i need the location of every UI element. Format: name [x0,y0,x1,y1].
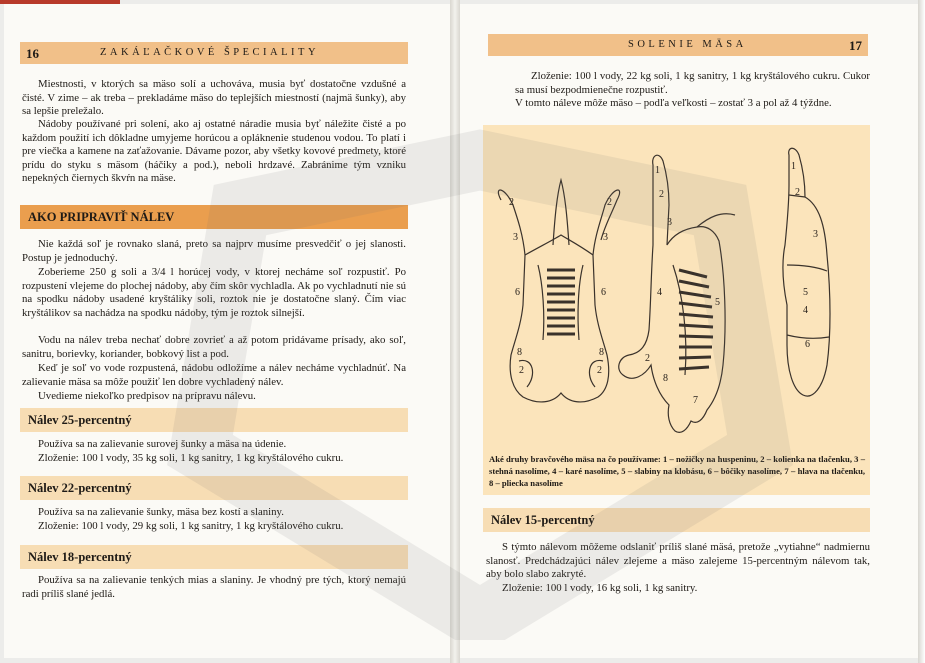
figure-label: 3 [513,232,518,243]
brine-composition: Zloženie: 100 l vody, 35 kg soli, 1 kg sanitry, 1 kg kryštálového cukru. [38,452,344,464]
page-number: 16 [26,46,39,61]
right-running-header [488,34,868,56]
figure-label: 8 [517,347,522,358]
figure-label: 8 [663,373,668,384]
brine-composition: Zloženie: 100 l vody, 16 kg soli, 1 kg sanitry. [502,582,698,594]
figure-label: 2 [659,189,664,200]
brine-heading: Nálev 15-percentný [483,508,870,532]
brine-heading: Nálev 22-percentný [20,476,408,500]
book-gutter [450,0,460,663]
figure-label: 7 [693,395,698,406]
page-edge [918,0,925,663]
figure-label: 6 [515,287,520,298]
figure-label: 5 [715,297,720,308]
figure-label: 4 [803,305,808,316]
page-number: 17 [849,38,862,53]
pork-cuts-illustration [483,125,870,445]
pork-cuts-figure [483,125,870,495]
carcass-outline-drawing [783,148,830,396]
figure-label: 2 [509,197,514,208]
brine-composition: Zloženie: 100 l vody, 29 kg soli, 1 kg sanitry, 1 kg kryštálového cukru. [38,520,344,532]
section-paragraph: Vodu na nálev treba nechať dobre zovrieť a až potom pridávame prísady, ako soľ, sanitru, borievky, koriander, bobkový list a pod. [22,334,406,360]
section-paragraph: Keď je soľ vo vode rozpustená, nádobu odložíme a nálev necháme vychladnúť. Na zalievanie mäsa sa môže použiť len dobre vychladený nálev. [22,362,406,388]
section-heading: AKO PRIPRAVIŤ NÁLEV [20,205,408,229]
figure-label: 1 [791,161,796,172]
figure-label: 2 [607,197,612,208]
figure-label: 6 [601,287,606,298]
right-page [460,4,918,658]
brine-heading: Nálev 18-percentný [20,545,408,569]
figure-label: 1 [655,165,660,176]
running-title: ZAKÁĽAČKOVÉ ŠPECIALITY [100,47,320,58]
brine-usage: Používa sa na zalievanie šunky, mäsa bez kostí a slaniny. [38,506,284,518]
figure-label: 8 [599,347,604,358]
carcass-half-drawing [619,155,735,432]
intro-paragraph: Miestnosti, v ktorých sa mäso solí a uchováva, musia byť dostatočne vzdušné a čisté. V zime – ak treba – prekladáme mäso do teplejších miestností (najmä šunky), aby sa lepšie preležalo. [22,78,406,118]
composition-paragraph: Zloženie: 100 l vody, 22 kg soli, 1 kg sanitry, 1 kg kryštálového cukru. Cukor sa musí bezpodmienečne rozpustiť. [515,70,870,96]
figure-label: 4 [657,287,662,298]
figure-label: 3 [813,229,818,240]
figure-label: 3 [667,217,672,228]
figure-label: 3 [603,232,608,243]
figure-label: 2 [795,187,800,198]
left-running-header [20,42,408,64]
brine-usage: Používa sa na zalievanie surovej šunky a mäsa na údenie. [38,438,287,450]
figure-label: 2 [519,365,524,376]
duration-paragraph: V tomto náleve môže mäso – podľa veľkosti – zostať 3 a pol až 4 týždne. [515,97,832,109]
intro-paragraph: Nádoby používané pri solení, ako aj ostatné náradie musia byť náležite čisté a po každom použití ich dôkladne umyjeme horúcou a opláknenie studenou vodou. To platí i pre viečka a kamene na zaťažovanie. Dávame pozor, aby všetky kovové predmety, ktoré prídu do styku s mäsom (háčiky a pod.), neboli hrdzavé. Zabránime tým vzniku nepekných čiernych škvŕn na mäse. [22,118,406,185]
left-page [4,4,450,658]
brine-heading: Nálev 25-percentný [20,408,408,432]
section-paragraph: Uvedieme niekoľko predpisov na prípravu nálevu. [38,390,256,402]
running-title: SOLENIE MÄSA [628,39,747,50]
figure-caption: Aké druhy bravčového mäsa na čo používame: 1 – nožičky na huspeninu, 2 – kolienka na tlačenku, 3 – stehná nasolíme, 4 – karé nasolíme, 5 – slabiny na klobásu, 6 – bôčiky nasolíme, 7 – hlava na tlačenku, 8 – pliecka nasolíme [489,454,865,488]
figure-label: 2 [597,365,602,376]
section-paragraph: Zoberieme 250 g soli a 3/4 l horúcej vody, v ktorej necháme soľ rozpustiť. Po rozpustení vlejeme do plochej nádoby, aby čím skôr vychladla. Ak po vychladnutí nie sú na spodku nádoby usadené kryštáliky soli, roztok nie je dostatočne slaný. Čím viac kryštálikov sa nachádza na spodku nádoby, tým je roztok silnejší. [22,266,406,319]
brine-usage: Používa sa na zalievanie tenkých mias a slaniny. Je vhodný pre tých, ktorý nemajú radi príliš slané jedlá. [22,574,406,600]
section-paragraph: Nie každá soľ je rovnako slaná, preto sa najprv musíme presvedčiť o jej slanosti. Postup je jednoduchý. [22,238,406,264]
figure-label: 5 [803,287,808,298]
desalting-paragraph: S týmto nálevom môžeme odslaniť príliš slané mäsá, pretože „vytiahne“ nadmiernu slanosť. Predchádzajúci nálev zlejeme a mäso zalejeme 15-percentným nálevom tak, aby bolo slabo zakryté. [486,541,870,581]
figure-label: 6 [805,339,810,350]
figure-label: 2 [645,353,650,364]
